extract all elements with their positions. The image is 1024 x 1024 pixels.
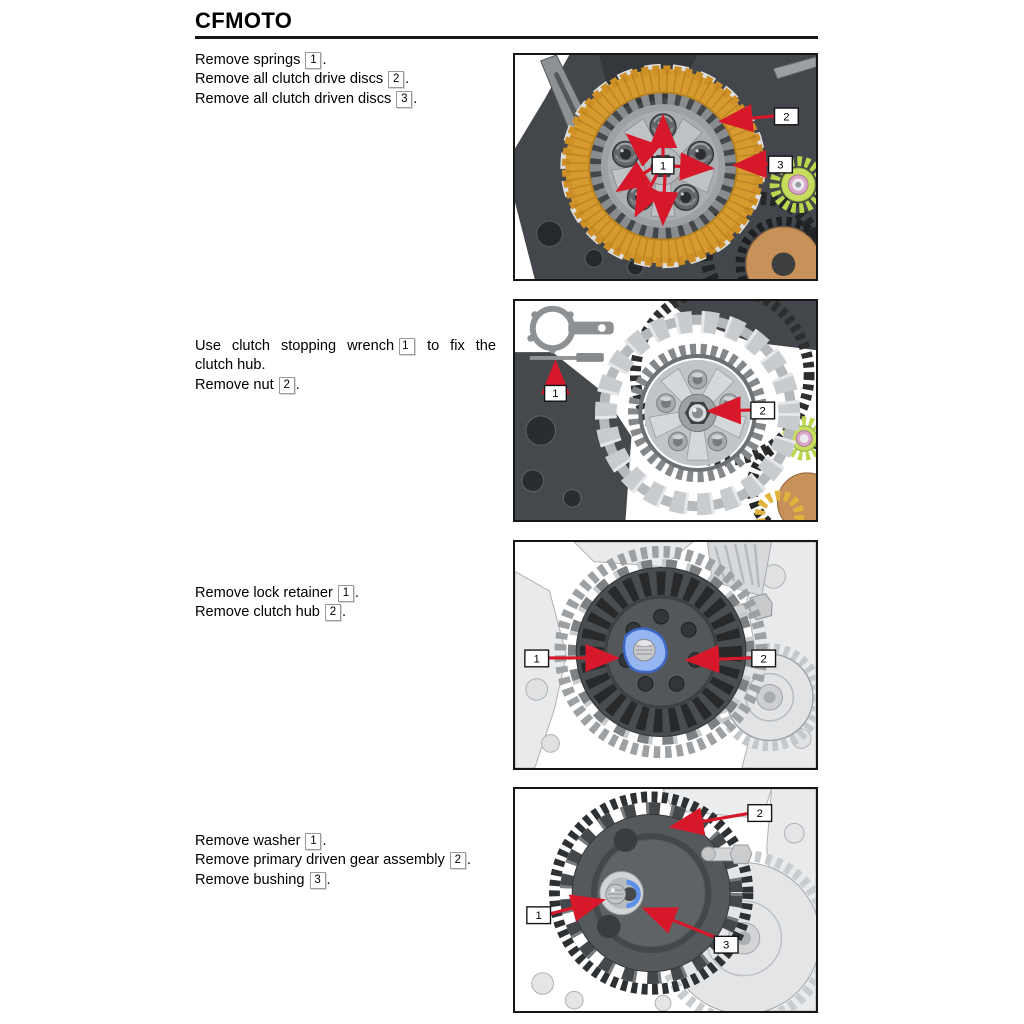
step-2-instructions xyxy=(195,337,496,395)
figure-3 xyxy=(513,540,818,770)
svg-text:1: 1 xyxy=(533,653,540,666)
callout-2 xyxy=(748,805,772,822)
ref-box: 1 xyxy=(305,833,321,850)
instruction-line: Use clutch stopping wrench 1 to fix the xyxy=(195,338,496,354)
svg-text:2: 2 xyxy=(756,808,763,820)
figure-1 xyxy=(513,53,818,281)
figure-4 xyxy=(513,787,818,1013)
svg-text:2: 2 xyxy=(760,653,767,666)
ref-box: 3 xyxy=(396,91,412,108)
callout-3 xyxy=(769,156,793,173)
callout-2 xyxy=(751,402,775,419)
basket-hole xyxy=(597,915,621,939)
step-1-instructions xyxy=(195,51,496,109)
step-4-instructions xyxy=(195,832,496,890)
figure-2 xyxy=(513,299,818,522)
instruction-line: Remove all clutch drive discs 2 . xyxy=(195,71,410,88)
ref-box: 1 xyxy=(305,52,321,69)
brand-logo: CFMOTO xyxy=(195,8,293,33)
svg-text:1: 1 xyxy=(659,160,667,173)
ref-box: 2 xyxy=(279,377,295,394)
instruction-line: Remove springs 1 . xyxy=(195,52,327,68)
svg-text:3: 3 xyxy=(777,159,784,172)
ref-box: 3 xyxy=(310,872,326,889)
callout-2 xyxy=(752,650,776,667)
ref-box: 1 xyxy=(399,338,415,355)
svg-text:2: 2 xyxy=(783,111,790,124)
center-boss xyxy=(600,872,643,915)
callout-1 xyxy=(525,650,549,667)
svg-text:1: 1 xyxy=(535,910,542,923)
svg-text:3: 3 xyxy=(723,939,730,952)
callout-1 xyxy=(527,907,551,924)
instruction-line: Remove clutch hub 2 . xyxy=(195,604,346,621)
input-shaft xyxy=(702,845,752,864)
basket-hole xyxy=(614,828,638,852)
callout-1 xyxy=(652,157,674,174)
ref-box: 2 xyxy=(325,604,341,621)
instruction-line: Remove primary driven gear assembly 2 . xyxy=(195,852,471,869)
instruction-line: Remove washer 1 . xyxy=(195,833,327,849)
instruction-line: Remove all clutch driven discs 3 . xyxy=(195,90,418,107)
header-rule xyxy=(195,36,818,39)
instruction-line: clutch hub. xyxy=(195,357,266,374)
callout-2 xyxy=(775,108,799,125)
ref-box: 1 xyxy=(338,585,354,602)
callout-3 xyxy=(714,936,738,953)
callout-1 xyxy=(545,385,567,401)
svg-text:1: 1 xyxy=(552,388,559,401)
instruction-line: Remove nut 2 . xyxy=(195,376,300,393)
svg-text:2: 2 xyxy=(759,405,766,418)
instruction-line: Remove lock retainer 1 . xyxy=(195,585,359,601)
ref-box: 2 xyxy=(388,71,404,88)
step-3-instructions xyxy=(195,584,496,623)
instruction-line: Remove bushing 3 . xyxy=(195,871,331,888)
ref-box: 2 xyxy=(450,852,466,869)
